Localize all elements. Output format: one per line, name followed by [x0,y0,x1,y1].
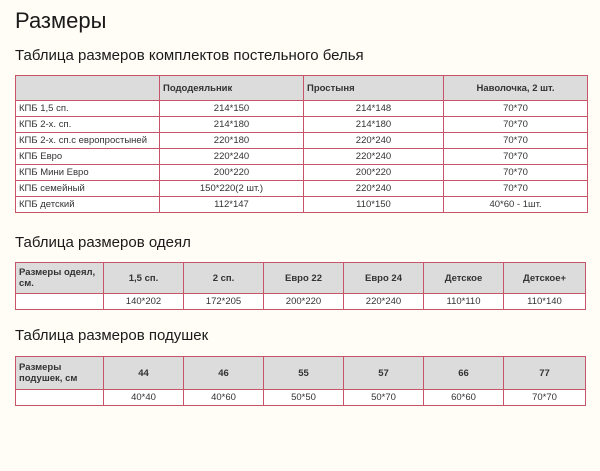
blanket-size-table [15,262,586,310]
table-cell: 70*70 [444,165,588,181]
table-header-cell: Евро 24 [344,263,424,294]
table-cell: 150*220(2 шт.) [160,181,304,197]
table-row [16,165,588,181]
table-cell: КПБ 2-х. сп. [16,117,160,133]
table-cell [16,390,104,406]
table-header-cell: 46 [184,357,264,390]
table-header-row [16,263,586,294]
table-cell: 40*60 - 1шт. [444,197,588,213]
table-cell: 140*202 [104,294,184,310]
table-header-cell: Простыня [304,76,444,101]
table-header-cell: Детское [424,263,504,294]
table-cell: КПБ детский [16,197,160,213]
table-cell: 50*70 [344,390,424,406]
table-cell: 172*205 [184,294,264,310]
bedding-size-table [15,75,588,213]
pillow-size-table [15,356,586,406]
table-row [16,149,588,165]
table-header-cell: Размеры подушек, см [16,357,104,390]
table-cell: 214*180 [160,117,304,133]
table-cell: 112*147 [160,197,304,213]
table-cell: КПБ 2-х. сп.с европростыней [16,133,160,149]
table-row [16,181,588,197]
table-header-cell: 44 [104,357,184,390]
table-cell: 60*60 [424,390,504,406]
table-cell: КПБ Мини Евро [16,165,160,181]
table-row [16,117,588,133]
table-cell: 70*70 [444,181,588,197]
table-cell: 70*70 [504,390,586,406]
table-cell: 110*150 [304,197,444,213]
table-cell: 70*70 [444,117,588,133]
table-row [16,133,588,149]
table-cell: 220*240 [304,149,444,165]
table-cell: 214*150 [160,101,304,117]
table-cell: 200*220 [264,294,344,310]
table-cell: 40*40 [104,390,184,406]
table-cell: 214*180 [304,117,444,133]
table-header-cell: 1,5 сп. [104,263,184,294]
pillows-table-title: Таблица размеров подушек [15,327,209,344]
table-row [16,197,588,213]
table-cell: 214*148 [304,101,444,117]
table-cell: 70*70 [444,133,588,149]
table-header-cell: Детское+ [504,263,586,294]
table-header-cell: 57 [344,357,424,390]
table-cell: 110*110 [424,294,504,310]
page-title: Размеры [15,8,107,33]
table-cell: 220*240 [304,133,444,149]
table-cell: 110*140 [504,294,586,310]
table-header-cell: 55 [264,357,344,390]
table-cell: 40*60 [184,390,264,406]
table-cell: КПБ 1,5 сп. [16,101,160,117]
table-header-cell: Пододеяльник [160,76,304,101]
table-cell: 70*70 [444,149,588,165]
table-header-cell: 77 [504,357,586,390]
table-row [16,390,586,406]
table-row [16,101,588,117]
table-row [16,294,586,310]
table-cell: 50*50 [264,390,344,406]
table-cell [16,294,104,310]
table-header-cell [16,76,160,101]
table-header-cell: Размеры одеял, см. [16,263,104,294]
table-header-row [16,76,588,101]
table-cell: 220*240 [344,294,424,310]
table-cell: 220*240 [304,181,444,197]
table-header-cell: 66 [424,357,504,390]
table-header-cell: 2 сп. [184,263,264,294]
bedding-table-title: Таблица размеров комплектов постельного белья [15,47,364,64]
table-cell: 200*220 [160,165,304,181]
table-cell: КПБ Евро [16,149,160,165]
table-header-cell: Наволочка, 2 шт. [444,76,588,101]
blankets-table-title: Таблица размеров одеял [15,234,191,251]
table-cell: 220*240 [160,149,304,165]
table-cell: КПБ семейный [16,181,160,197]
table-header-row [16,357,586,390]
table-cell: 70*70 [444,101,588,117]
table-cell: 200*220 [304,165,444,181]
table-header-cell: Евро 22 [264,263,344,294]
table-cell: 220*180 [160,133,304,149]
